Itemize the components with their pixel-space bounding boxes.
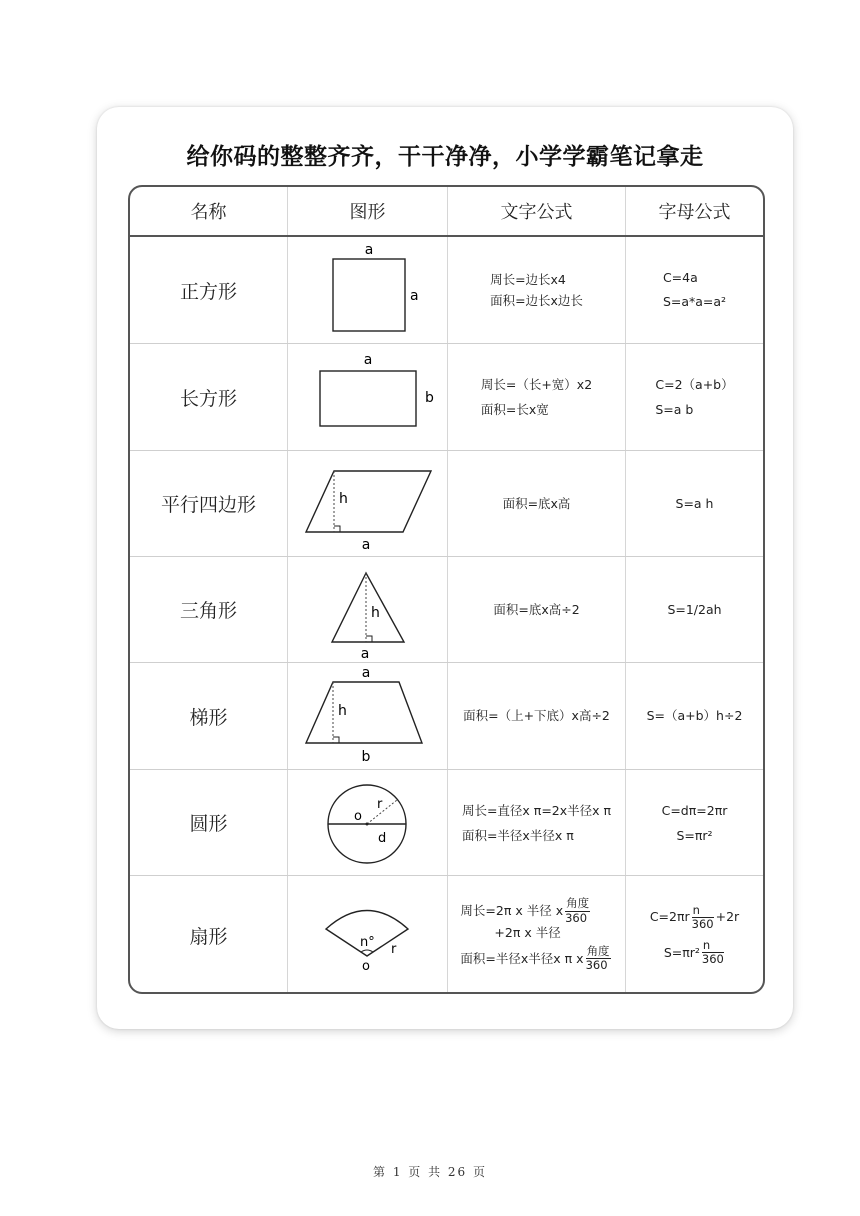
shape-name: 扇形 — [189, 925, 228, 948]
text-formula-line: 面积=底x高÷2 — [493, 601, 580, 617]
table-row-sector: 扇形 n° r o 周长=2π x 半径 x $\frac{\text{角度}}{360}$ +2π x 半径 面积=半径x半径x π x $\frac{\text{角度}}{360}$ C=2πr $\frac{n}{360}$ +2r S=πr² $\frac{n}{360}$ — [130, 876, 763, 994]
figure-label: o — [362, 958, 370, 974]
letter-formula-line: S=1/2ah — [667, 601, 722, 617]
triangle-figure — [288, 557, 447, 662]
letter-formula-line: S=πr² — [663, 944, 700, 960]
letter-formula-line: S=πr² — [676, 827, 713, 843]
letter-formula-line: C=2（a+b） — [655, 377, 734, 392]
figure-label: a — [363, 352, 373, 368]
figure-label: a — [361, 665, 371, 681]
figure-label: a — [410, 288, 419, 304]
text-formula-line: 面积=底x高 — [502, 495, 571, 511]
text-formula-line: 面积=（上+下底）x高÷2 — [463, 708, 610, 724]
circle-figure — [288, 770, 447, 875]
shape-name: 圆形 — [189, 813, 228, 835]
shape-name: 平行四边形 — [160, 494, 256, 516]
text-formula-line: 周长=（长+宽）x2 — [480, 377, 593, 392]
figure-label: d — [378, 831, 387, 846]
figure-label: a — [361, 537, 371, 553]
shape-name: 梯形 — [189, 706, 228, 729]
letter-formula-line: S=（a+b）h÷2 — [646, 708, 743, 724]
shape-name: 正方形 — [179, 280, 237, 303]
figure-label: b — [361, 749, 371, 765]
table-row-trapezoid — [130, 663, 763, 770]
header-name: 名称 — [190, 202, 227, 223]
table-row-rectangle — [130, 344, 763, 451]
text-formula-line: +2π x 半径 — [494, 924, 561, 940]
table-header-row — [130, 187, 763, 237]
fraction: $\frac{\text{角度}}{360}$ — [565, 896, 590, 925]
letter-formula-line: S=a b — [655, 402, 694, 417]
fraction: $\frac{n}{360}$ — [701, 938, 724, 967]
text-formula-line: 周长=边长x4 — [490, 271, 566, 287]
text-formula-line: 面积=长x宽 — [480, 402, 549, 417]
page-footer: 第 1 页 共 26 页 — [373, 1165, 487, 1179]
text-formula-line: 周长=2π x 半径 x — [460, 903, 564, 919]
letter-formula-line: C=dπ=2πr — [661, 802, 728, 818]
table-row-circle — [130, 770, 763, 876]
figure-label: n° — [360, 934, 375, 950]
figure-label: r — [377, 797, 383, 812]
figure-label: o — [354, 809, 362, 824]
page-title: 给你码的整整齐齐，干干净净，小学学霸笔记拿走 — [186, 144, 704, 170]
table-row-square — [130, 237, 763, 344]
fraction: $\frac{n}{360}$ — [691, 902, 714, 931]
shape-name: 长方形 — [179, 387, 237, 410]
rectangle-figure — [288, 344, 447, 450]
text-formula-line: 面积=半径x半径x π x — [460, 950, 584, 966]
figure-label: h — [338, 703, 347, 719]
sector-figure — [288, 877, 447, 994]
figure-label: h — [339, 491, 348, 507]
table-row-parallelogram — [130, 451, 763, 557]
trapezoid-figure — [288, 663, 447, 769]
figure-label: a — [360, 646, 370, 662]
table-row-triangle — [130, 557, 763, 663]
header-text-formula: 文字公式 — [500, 202, 573, 223]
figure-label: h — [371, 605, 380, 621]
letter-formula-line: S=a h — [675, 495, 714, 511]
letter-formula-line: C=2πr — [649, 909, 690, 925]
header-letter-formula: 字母公式 — [658, 202, 731, 223]
text-formula-line: 面积=半径x半径x π — [461, 827, 574, 843]
parallelogram-figure — [288, 451, 447, 556]
figure-label: r — [391, 941, 397, 957]
header-figure: 图形 — [349, 202, 386, 223]
text-formula-line: 周长=直径x π=2x半径x π — [461, 802, 612, 818]
shape-name: 三角形 — [179, 600, 237, 622]
square-figure — [288, 237, 447, 343]
fraction: $\frac{\text{角度}}{360}$ — [585, 944, 610, 973]
figure-label: b — [425, 390, 434, 406]
letter-formula-line: C=4a — [662, 270, 698, 286]
figure-label: a — [364, 242, 374, 258]
letter-formula-line: S=a*a=a² — [662, 294, 727, 309]
text-formula-line: 面积=边长x边长 — [490, 293, 583, 308]
formula-table — [128, 185, 765, 994]
